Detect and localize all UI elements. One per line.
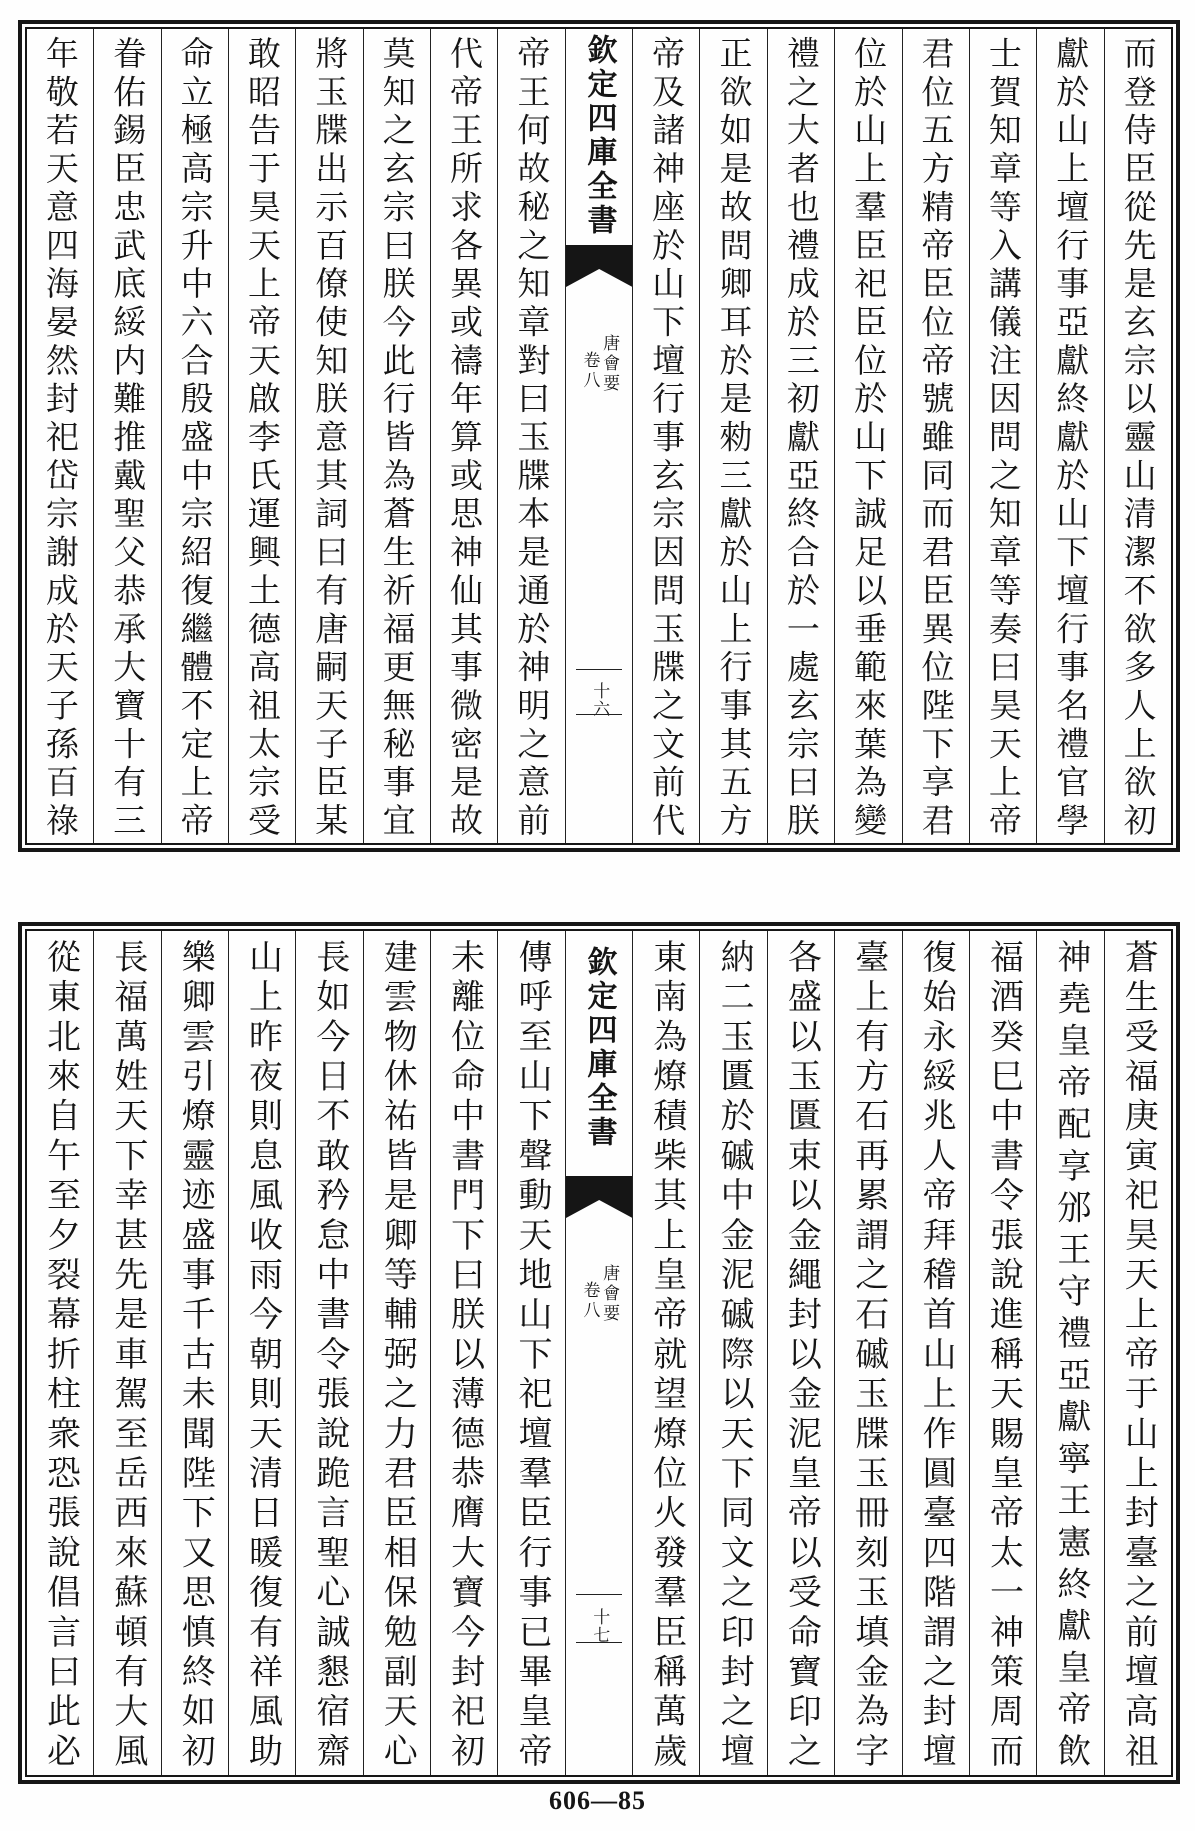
inner-border [25,27,1173,845]
folio-rule [576,1642,622,1643]
text-column [363,29,430,843]
column-text: 福酒癸巳中書令張說進稱天賜皇帝太一神策周而 [983,939,1024,1767]
folio-rule [576,1594,622,1595]
column-text: 山上昨夜則息風收雨今朝則天清日暖復有祥風助 [242,939,283,1767]
book-title: 唐會要 [599,334,620,395]
center-fold [565,29,632,843]
text-column [430,29,497,843]
column-text: 莫知之玄宗曰朕今此行皆為蒼生祈福更無秘事宜 [377,36,417,836]
column-text: 帝及諸神座於山下壇行事玄宗因問玉牒之文前代 [647,36,687,836]
text-column [27,29,93,843]
column-text: 禮之大者也禮成於三初獻亞終合於一處玄宗曰朕 [781,36,821,836]
series-banner: 欽定四庫全書 [581,33,617,238]
volume-label: 卷八 [579,350,600,391]
column-text: 各盛以玉匱束以金繩封以金泥皇帝以受命寶印之 [781,939,822,1767]
fish-tail-ornament [566,245,632,287]
text-column [834,29,901,843]
text-column [699,29,766,843]
inner-border [25,929,1173,1777]
column-text: 而登侍臣從先是玄宗以靈山清潔不欲多人上欲初 [1118,36,1158,836]
text-column [363,931,430,1775]
column-text: 代帝王所求各異或禱年算或思神仙其事微密是故 [445,36,485,836]
text-column [834,931,901,1775]
column-text: 東南為燎積柴其上皇帝就望燎位火發羣臣稱萬歲 [646,939,687,1767]
column-text: 正欲如是故問卿耳於是勑三獻於山上行事其五方 [714,36,754,836]
text-column [902,29,969,843]
text-column [27,931,93,1775]
folio-rule [576,669,622,670]
text-column [969,931,1036,1775]
book-title: 唐會要 [599,1264,620,1325]
text-column [497,29,564,843]
text-column [969,29,1036,843]
volume-label: 卷八 [579,1281,600,1322]
leaf-frame-bottom [18,922,1180,1784]
text-column [1036,931,1103,1775]
center-fold [565,931,632,1775]
text-column [295,29,362,843]
column-text: 傳呼至山下聲動天地山下祀壇羣臣行事已畢皇帝 [511,939,552,1767]
column-text: 臺上有方石再累謂之石磩玉牒玉冊刻玉填金為字 [848,939,889,1767]
column-text: 位於山上羣臣祀臣位於山下誠足以垂範來葉為變 [849,36,889,836]
column-text: 建雲物休祐皆是卿等輔弼之力君臣相保勉副天心 [377,939,418,1767]
text-column [1104,931,1171,1775]
column-text: 敢昭告于昊天上帝天啟李氏運興土德高祖太宗受 [242,36,282,836]
text-column [93,931,160,1775]
column-text: 帝王何故秘之知章對曰玉牒本是通於神明之意前 [512,36,552,836]
text-column [902,931,969,1775]
column-text: 君位五方精帝臣位帝號雖同而君臣異位陛下享君 [916,36,956,836]
text-column [699,931,766,1775]
column-text: 納二玉匱於磩中金泥磩際以天下同文之印封之壇 [714,939,755,1767]
column-text: 神堯皇帝配享邠王守禮亞獻寧王憲終獻皇帝飲 [1050,939,1091,1767]
text-column [295,931,362,1775]
column-text: 未離位命中書門下曰朕以薄德恭膺大寶今封祀初 [444,939,485,1767]
column-text: 長如今日不敢矜怠中書令張說跪言聖心誠懇宿齋 [309,939,350,1767]
column-text: 命立極高宗升中六合殷盛中宗紹復繼體不定上帝 [175,36,215,836]
text-column [1036,29,1103,843]
text-column [228,29,295,843]
column-text: 士賀知章等入講儀注因問之知章等奏曰昊天上帝 [983,36,1023,836]
page-number: 606—85 [549,1786,646,1815]
fish-tail-ornament [566,1176,632,1218]
column-text: 復始永綏兆人帝拜稽首山上作圓臺四階謂之封壇 [916,939,957,1767]
folio-number: 十七 [589,1607,610,1644]
column-row [27,29,1171,843]
column-text: 樂卿雲引燎靈迹盛事千古未聞陛下又思慎終如初 [175,939,216,1767]
text-column [632,29,699,843]
column-text: 年敬若天意四海晏然封祀岱宗謝成於天子孫百祿 [40,36,80,836]
text-column [1104,29,1171,843]
column-text: 從東北來自午至夕裂幕折柱衆恐張說倡言曰此必 [40,939,81,1767]
text-column [161,931,228,1775]
series-banner: 欽定四庫全書 [581,946,617,1151]
folio-rule [576,714,622,715]
column-text: 蒼生受福庚寅祀昊天上帝于山上封臺之前壇高祖 [1118,939,1159,1767]
column-text: 長福萬姓天下幸甚先是車駕至岳西來蘇頓有大風 [107,939,148,1767]
text-column [497,931,564,1775]
text-column [161,29,228,843]
column-text: 獻於山上壇行事亞獻終獻於山下壇行事名禮官學 [1051,36,1091,836]
column-text: 將玉牒出示百僚使知朕意其詞曰有唐嗣天子臣某 [310,36,350,836]
text-column [767,931,834,1775]
column-row [27,931,1171,1775]
leaf-frame-top [18,20,1180,852]
column-text: 眷佑錫臣忠武底綏内難推戴聖父恭承大寶十有三 [108,36,148,836]
text-column [767,29,834,843]
text-column [93,29,160,843]
folio-number: 十六 [589,681,610,718]
text-column [430,931,497,1775]
text-column [632,931,699,1775]
text-column [228,931,295,1775]
